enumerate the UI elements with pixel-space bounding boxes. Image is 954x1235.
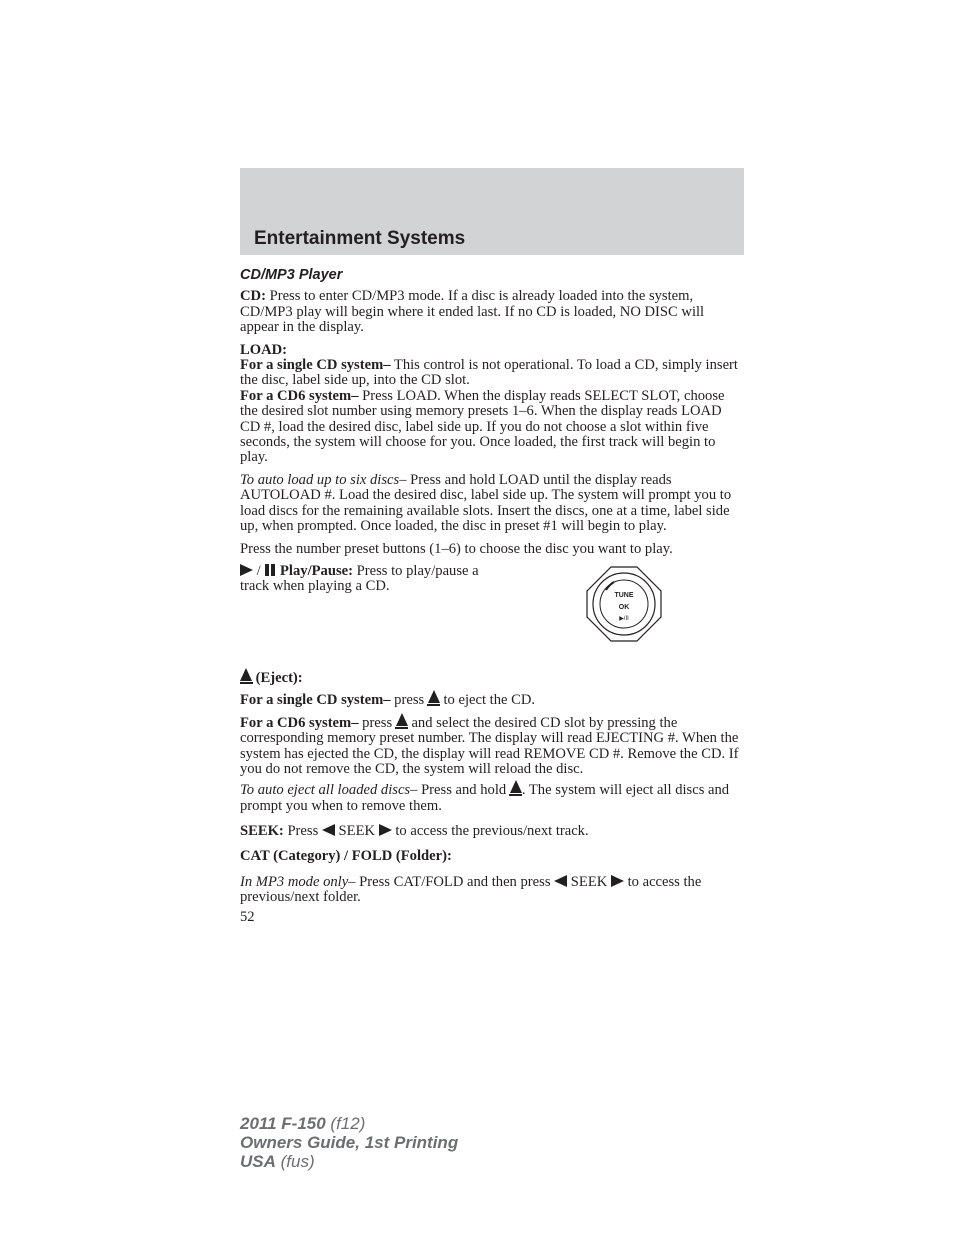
page-content <box>240 266 744 925</box>
section-title: Entertainment Systems <box>254 228 466 249</box>
seek-previous-icon <box>554 875 567 887</box>
eject-icon <box>510 780 522 793</box>
play-pause-paragraph <box>240 564 480 595</box>
load-label: LOAD: <box>240 341 288 358</box>
seek-post: to access the previous/next track. <box>391 823 589 840</box>
play-pause-label: Play/Pause: <box>280 562 353 579</box>
footer-model-code: (f12) <box>325 1114 366 1133</box>
footer-model: 2011 F-150 <box>240 1114 326 1133</box>
page-number: 52 <box>240 908 255 925</box>
load-single-label: For a single CD system– <box>240 357 391 374</box>
tune-ok-knob-icon <box>584 564 664 644</box>
footer-region-code: (fus) <box>275 1152 315 1171</box>
seek-previous-icon <box>322 824 335 836</box>
auto-load-label: To auto load up to six discs <box>240 471 400 488</box>
pause-icon <box>264 564 276 576</box>
seek-pre: Press <box>283 823 322 840</box>
footer-line-2: Owners Guide, 1st Printing <box>240 1133 459 1152</box>
cd-text: Press to enter CD/MP3 mode. If a disc is already loaded into the system, CD/MP3 play will begin where it ended last. If no CD is loaded, NO DISC will appear in the display. <box>240 288 705 336</box>
cat-post: to access the previous/next folder. <box>240 873 702 906</box>
footer-line-1 <box>240 1114 458 1133</box>
auto-load-text: – Press and hold LOAD until the display reads AUTOLOAD #. Load the desired disc, label side up. The system will prompt you to load discs for the remaining available slots. Insert the discs, one at a time, label side up, when prompted. Once loaded, the disc in preset #1 will begin to play. <box>240 471 732 535</box>
eject-single-post: to eject the CD. <box>439 692 536 709</box>
footer-line-3 <box>240 1152 458 1171</box>
cat-fold-label: CAT (Category) / FOLD (Folder): <box>240 847 452 864</box>
play-icon <box>240 564 253 576</box>
auto-eject-paragraph <box>240 780 744 814</box>
knob-tune-label: TUNE <box>614 591 634 599</box>
seek-label: SEEK: <box>240 823 284 840</box>
seek-paragraph <box>240 824 744 839</box>
eject-icon <box>240 668 252 681</box>
seek-next-icon <box>611 875 624 887</box>
load-cd6-text: Press LOAD. When the display reads SELECT SLOT, choose the desired slot number using memory presets 1–6. When the display reads LOAD CD #, load the desired disc, label side up. If you do not choose a slot within five seconds, the system will choose for you. Once loaded, the first track will begin to play. <box>240 387 725 466</box>
seek-word: SEEK <box>334 823 379 840</box>
load-label-line <box>240 343 744 358</box>
eject-cd6-paragraph <box>240 713 744 778</box>
eject-cd6-pre: press <box>358 714 396 731</box>
seek-next-icon <box>379 824 392 836</box>
cd-mp3-heading: CD/MP3 Player <box>240 267 343 283</box>
play-pause-text: Press to play/pause a track when playing a CD. <box>240 562 479 595</box>
eject-single-paragraph <box>240 690 744 708</box>
auto-load-paragraph <box>240 473 744 535</box>
load-single-text: This control is not operational. To load a CD, simply insert the disc, label side up, into the CD slot. <box>240 357 738 389</box>
cat-fold-label-line <box>240 849 744 864</box>
cat-seek-word: SEEK <box>567 873 611 890</box>
eject-icon <box>396 713 408 726</box>
cd-paragraph <box>240 289 744 335</box>
eject-single-label: For a single CD system– <box>240 692 391 709</box>
auto-eject-post: . The system will eject all discs and prompt you when to remove them. <box>240 782 730 814</box>
play-pause-separator: / <box>253 562 265 579</box>
eject-cd6-post: and select the desired CD slot by pressing the corresponding memory preset number. The display will read EJECTING #. When the system has ejected the CD, the display will read REMOVE CD #. Remove the CD. If you do not remove the CD, the system will reload the disc. <box>240 714 739 777</box>
play-pause-block <box>240 564 744 668</box>
eject-cd6-label: For a CD6 system– <box>240 714 359 731</box>
mp3-mode-label: In MP3 mode only <box>240 873 349 890</box>
document-footer <box>240 1114 458 1171</box>
knob-ok-label: OK <box>618 603 630 611</box>
cd-label: CD: <box>240 288 266 305</box>
auto-eject-pre: – Press and hold <box>410 782 510 799</box>
footer-region: USA <box>240 1152 276 1171</box>
eject-single-pre: press <box>390 692 428 709</box>
auto-eject-label: To auto eject all loaded discs <box>240 782 411 799</box>
knob-play-pause-label: ▶/II <box>619 615 629 622</box>
load-single-paragraph <box>240 358 744 389</box>
eject-label-line <box>240 668 744 686</box>
preset-paragraph: Press the number preset buttons (1–6) to choose the disc you want to play. <box>240 540 673 557</box>
load-cd6-label: For a CD6 system– <box>240 387 359 404</box>
eject-label: (Eject): <box>255 669 303 686</box>
cat-pre: – Press CAT/FOLD and then press <box>348 873 555 890</box>
load-cd6-paragraph <box>240 389 744 466</box>
cat-fold-paragraph <box>240 875 744 906</box>
eject-icon <box>428 690 440 703</box>
